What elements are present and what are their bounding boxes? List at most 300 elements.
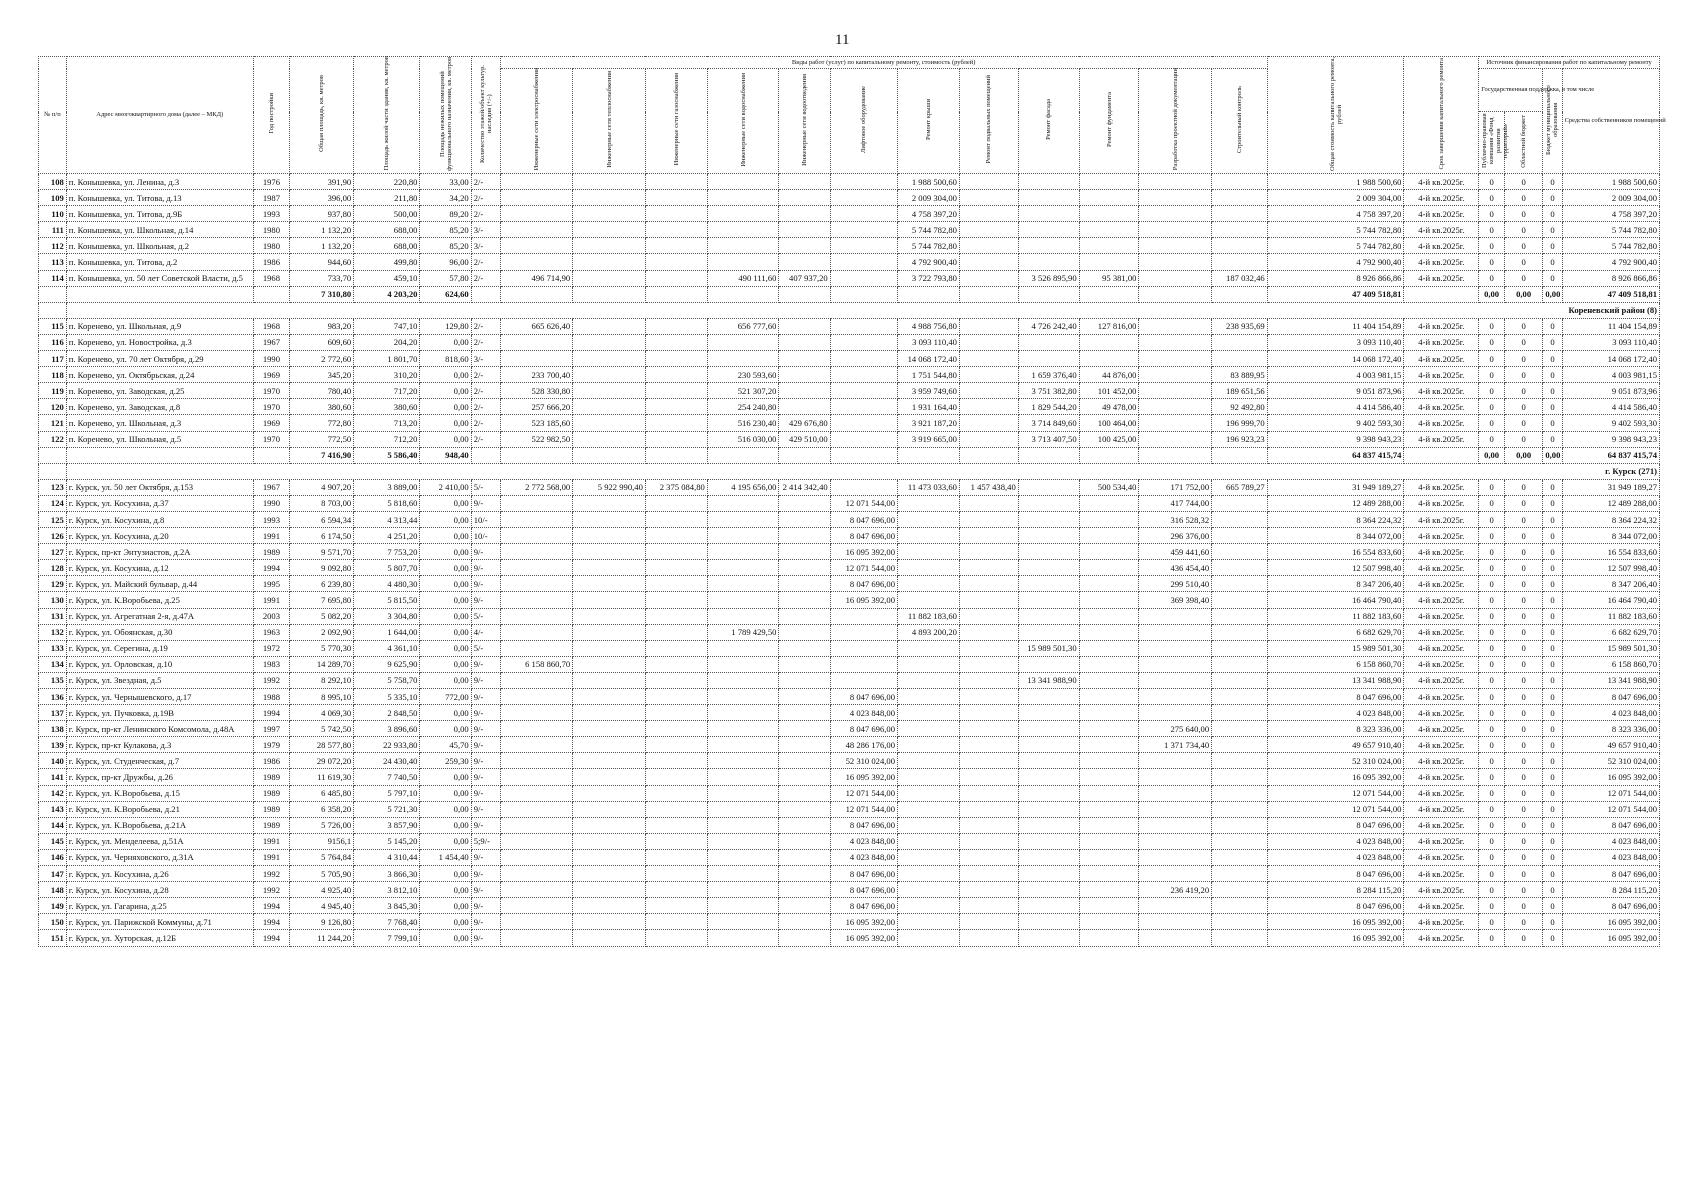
row-fund: 0 — [1479, 866, 1505, 882]
row-nonres-area: 57,80 — [420, 270, 471, 286]
row-work-cost — [1018, 576, 1079, 592]
row-total-area: 8 292,10 — [290, 672, 354, 688]
row-nonres-area: 2 410,00 — [420, 479, 471, 495]
row-work-cost — [573, 640, 646, 656]
row-work-cost: 12 071 544,00 — [830, 785, 897, 801]
row-work-cost — [573, 930, 646, 946]
row-living-area: 5 807,70 — [354, 560, 420, 576]
table-row — [39, 351, 1660, 367]
row-total-cost: 8 323 336,00 — [1267, 721, 1404, 737]
row-total-area: 5 705,90 — [290, 866, 354, 882]
row-nonres-area: 96,00 — [420, 254, 471, 270]
row-number: 116 — [39, 334, 67, 350]
row-work-cost — [707, 174, 779, 190]
row-work-cost — [1212, 817, 1268, 833]
row-total-area: 944,60 — [290, 254, 354, 270]
row-work-cost — [645, 914, 707, 930]
row-work-cost — [573, 495, 646, 511]
row-nonres-area: 0,00 — [420, 801, 471, 817]
row-regional: 0 — [1504, 753, 1542, 769]
row-term: 4-й кв.2025г. — [1404, 833, 1479, 849]
row-work-cost — [500, 576, 573, 592]
table-row — [39, 528, 1660, 544]
row-work-cost: 13 341 988,90 — [1018, 672, 1079, 688]
row-address: п. Коренево, ул. Новостройка, д.3 — [66, 334, 253, 350]
row-nonres-area: 0,00 — [420, 769, 471, 785]
row-total-area: 391,90 — [290, 174, 354, 190]
table-row — [39, 849, 1660, 865]
row-work-cost — [1018, 689, 1079, 705]
row-work-cost — [898, 528, 960, 544]
row-work-cost — [1212, 753, 1268, 769]
row-work-cost — [707, 560, 779, 576]
row-work-cost — [645, 351, 707, 367]
row-work-cost: 3 959 749,60 — [898, 383, 960, 399]
row-work-cost: 3 526 895,90 — [1018, 270, 1079, 286]
row-term: 4-й кв.2025г. — [1404, 511, 1479, 527]
row-work-cost — [573, 866, 646, 882]
row-regional: 0 — [1504, 174, 1542, 190]
row-work-cost — [1018, 705, 1079, 721]
table-row — [39, 399, 1660, 415]
row-work-cost: 4 893 200,20 — [898, 624, 960, 640]
row-term: 4-й кв.2025г. — [1404, 689, 1479, 705]
row-work-cost — [779, 656, 830, 672]
row-number: 142 — [39, 785, 67, 801]
row-work-cost — [959, 833, 1018, 849]
row-work-cost — [1212, 898, 1268, 914]
header-works-group: Виды работ (услуг) по капитальному ремонту, стоимость (рублей) — [500, 57, 1267, 69]
row-work-cost — [645, 898, 707, 914]
table-row — [39, 431, 1660, 447]
row-number: 126 — [39, 528, 67, 544]
row-work-cost: 2 772 568,00 — [500, 479, 573, 495]
row-term: 4-й кв.2025г. — [1404, 495, 1479, 511]
row-number: 118 — [39, 367, 67, 383]
row-floors: 10/- — [471, 511, 500, 527]
row-owners: 8 347 206,40 — [1562, 576, 1659, 592]
row-work-cost: 417 744,00 — [1139, 495, 1212, 511]
table-row — [39, 721, 1660, 737]
row-work-cost — [500, 672, 573, 688]
header-floors: Количество этажей/объект культур. наследия (+/-) — [478, 64, 493, 163]
row-number: 144 — [39, 817, 67, 833]
row-floors: 2/- — [471, 383, 500, 399]
subtotal-blank-cell — [1139, 286, 1212, 302]
row-work-cost: 16 095 392,00 — [830, 592, 897, 608]
row-work-cost — [779, 833, 830, 849]
row-year: 1991 — [253, 849, 289, 865]
row-address: г. Курск, ул. Агрегатная 2-я, д.47А — [66, 608, 253, 624]
subtotal-blank-cell — [645, 447, 707, 463]
row-address: п. Коренево, ул. Заводская, д.8 — [66, 399, 253, 415]
row-regional: 0 — [1504, 190, 1542, 206]
row-work-cost — [779, 238, 830, 254]
row-work-cost — [573, 608, 646, 624]
row-floors: 2/- — [471, 270, 500, 286]
row-municipal: 0 — [1543, 511, 1562, 527]
row-term: 4-й кв.2025г. — [1404, 351, 1479, 367]
row-fund: 0 — [1479, 801, 1505, 817]
row-work-cost — [959, 238, 1018, 254]
table-row — [39, 415, 1660, 431]
subtotal-blank-cell — [1212, 286, 1268, 302]
row-work-cost — [1018, 238, 1079, 254]
row-work-cost — [1212, 238, 1268, 254]
row-total-cost: 5 744 782,80 — [1267, 238, 1404, 254]
row-work-cost — [898, 849, 960, 865]
row-work-cost — [779, 737, 830, 753]
row-floors: 9/- — [471, 544, 500, 560]
row-work-cost — [959, 544, 1018, 560]
row-municipal: 0 — [1543, 174, 1562, 190]
row-municipal: 0 — [1543, 866, 1562, 882]
subtotal-row — [39, 447, 1660, 463]
row-total-cost: 8 047 696,00 — [1267, 898, 1404, 914]
row-work-cost — [1212, 640, 1268, 656]
row-regional: 0 — [1504, 238, 1542, 254]
row-nonres-area: 0,00 — [420, 785, 471, 801]
row-total-area: 9 126,80 — [290, 914, 354, 930]
row-work-cost — [707, 254, 779, 270]
row-number: 131 — [39, 608, 67, 624]
row-work-cost: 49 478,00 — [1079, 399, 1139, 415]
row-year: 1967 — [253, 334, 289, 350]
row-municipal: 0 — [1543, 270, 1562, 286]
row-work-cost — [779, 640, 830, 656]
table-row — [39, 640, 1660, 656]
row-total-area: 4 945,40 — [290, 898, 354, 914]
row-work-cost: 171 752,00 — [1139, 479, 1212, 495]
subtotal-blank-cell — [959, 447, 1018, 463]
row-work-cost — [1212, 511, 1268, 527]
row-nonres-area: 0,00 — [420, 367, 471, 383]
row-work-cost — [779, 721, 830, 737]
row-work-cost — [707, 833, 779, 849]
row-total-area: 609,60 — [290, 334, 354, 350]
row-work-cost: 16 095 392,00 — [830, 930, 897, 946]
row-work-cost: 4 758 397,20 — [898, 206, 960, 222]
row-fund: 0 — [1479, 833, 1505, 849]
row-work-cost — [830, 351, 897, 367]
row-work-cost — [779, 206, 830, 222]
subtotal-blank-cell — [253, 286, 289, 302]
row-living-area: 2 848,50 — [354, 705, 420, 721]
row-work-cost: 6 158 860,70 — [500, 656, 573, 672]
row-work-cost — [898, 882, 960, 898]
row-work-cost — [500, 608, 573, 624]
row-term: 4-й кв.2025г. — [1404, 576, 1479, 592]
row-owners: 8 344 072,00 — [1562, 528, 1659, 544]
row-work-cost: 2 375 084,80 — [645, 479, 707, 495]
row-work-cost — [1079, 254, 1139, 270]
row-work-cost — [500, 849, 573, 865]
row-work-cost — [500, 334, 573, 350]
row-work-cost — [1212, 914, 1268, 930]
row-work-cost: 236 419,20 — [1139, 882, 1212, 898]
row-work-cost — [707, 785, 779, 801]
row-work-cost — [779, 576, 830, 592]
row-living-area: 5 145,20 — [354, 833, 420, 849]
row-work-cost — [898, 801, 960, 817]
row-fund: 0 — [1479, 849, 1505, 865]
row-municipal: 0 — [1543, 399, 1562, 415]
row-municipal: 0 — [1543, 592, 1562, 608]
row-work-cost — [779, 334, 830, 350]
subtotal-municipal: 0,00 — [1543, 447, 1562, 463]
row-nonres-area: 0,00 — [420, 511, 471, 527]
row-total-area: 380,60 — [290, 399, 354, 415]
row-address: г. Курск, ул. Майский бульвар, д.44 — [66, 576, 253, 592]
row-work-cost — [573, 254, 646, 270]
row-work-cost — [645, 705, 707, 721]
row-nonres-area: 0,00 — [420, 431, 471, 447]
row-number: 148 — [39, 882, 67, 898]
table-row — [39, 705, 1660, 721]
row-work-cost — [959, 334, 1018, 350]
row-address: г. Курск, ул. Гагарина, д.25 — [66, 898, 253, 914]
row-regional: 0 — [1504, 608, 1542, 624]
row-work-cost: 299 510,40 — [1139, 576, 1212, 592]
row-owners: 9 402 593,30 — [1562, 415, 1659, 431]
row-work-cost — [500, 206, 573, 222]
row-work-cost — [1212, 930, 1268, 946]
row-living-area: 5 335,10 — [354, 689, 420, 705]
row-total-area: 937,80 — [290, 206, 354, 222]
row-work-cost — [779, 930, 830, 946]
row-term: 4-й кв.2025г. — [1404, 528, 1479, 544]
row-work-cost — [645, 689, 707, 705]
row-work-cost — [959, 672, 1018, 688]
row-term: 4-й кв.2025г. — [1404, 866, 1479, 882]
row-work-cost — [898, 914, 960, 930]
row-regional: 0 — [1504, 495, 1542, 511]
subtotal-row — [39, 286, 1660, 302]
row-work-cost — [500, 592, 573, 608]
row-floors: 5/- — [471, 479, 500, 495]
row-work-cost — [645, 367, 707, 383]
row-nonres-area: 0,00 — [420, 640, 471, 656]
row-fund: 0 — [1479, 415, 1505, 431]
row-work-cost — [707, 238, 779, 254]
row-work-cost: 665 789,27 — [1212, 479, 1268, 495]
row-fund: 0 — [1479, 914, 1505, 930]
row-work-cost — [830, 479, 897, 495]
row-total-cost: 16 095 392,00 — [1267, 930, 1404, 946]
table-row — [39, 318, 1660, 334]
row-work-cost — [1018, 592, 1079, 608]
row-work-cost: 521 307,20 — [707, 383, 779, 399]
row-nonres-area: 0,00 — [420, 817, 471, 833]
row-municipal: 0 — [1543, 528, 1562, 544]
row-owners: 49 657 910,40 — [1562, 737, 1659, 753]
row-term: 4-й кв.2025г. — [1404, 817, 1479, 833]
row-work-cost — [1139, 383, 1212, 399]
row-work-cost: 1 931 164,40 — [898, 399, 960, 415]
row-living-area: 4 251,20 — [354, 528, 420, 544]
row-work-cost — [1212, 351, 1268, 367]
row-work-cost — [959, 560, 1018, 576]
row-floors: 9/- — [471, 672, 500, 688]
row-work-cost — [707, 705, 779, 721]
row-work-cost — [1139, 238, 1212, 254]
row-municipal: 0 — [1543, 737, 1562, 753]
row-work-cost — [573, 270, 646, 286]
row-work-cost — [1212, 206, 1268, 222]
header-work-elevator: Лифтовое оборудование — [860, 85, 868, 154]
subtotal-blank-cell — [253, 447, 289, 463]
row-work-cost — [1139, 785, 1212, 801]
row-work-cost — [500, 190, 573, 206]
subtotal-blank-cell — [1139, 447, 1212, 463]
row-address: г. Курск, ул. Пучковка, д.19В — [66, 705, 253, 721]
table-row — [39, 495, 1660, 511]
row-work-cost — [1212, 769, 1268, 785]
row-term: 4-й кв.2025г. — [1404, 849, 1479, 865]
row-total-cost: 1 988 500,60 — [1267, 174, 1404, 190]
row-owners: 16 095 392,00 — [1562, 769, 1659, 785]
row-work-cost — [1139, 672, 1212, 688]
row-work-cost — [779, 222, 830, 238]
row-work-cost — [707, 882, 779, 898]
row-work-cost — [959, 254, 1018, 270]
header-term: Срок завершения капитального ремонта — [1437, 57, 1445, 170]
row-fund: 0 — [1479, 367, 1505, 383]
row-regional: 0 — [1504, 351, 1542, 367]
row-floors: 2/- — [471, 318, 500, 334]
row-work-cost — [573, 592, 646, 608]
row-living-area: 7 768,40 — [354, 914, 420, 930]
row-work-cost — [959, 721, 1018, 737]
row-work-cost — [573, 190, 646, 206]
row-work-cost — [645, 206, 707, 222]
row-living-area: 747,10 — [354, 318, 420, 334]
row-municipal: 0 — [1543, 495, 1562, 511]
row-work-cost — [707, 769, 779, 785]
row-work-cost — [1018, 254, 1079, 270]
row-owners: 14 068 172,40 — [1562, 351, 1659, 367]
row-floors: 9/- — [471, 656, 500, 672]
row-work-cost: 4 023 848,00 — [830, 833, 897, 849]
row-living-area: 1 801,70 — [354, 351, 420, 367]
subtotal-blank-cell — [500, 447, 573, 463]
row-work-cost: 407 937,20 — [779, 270, 830, 286]
row-work-cost: 83 889,95 — [1212, 367, 1268, 383]
row-total-area: 5 726,00 — [290, 817, 354, 833]
row-work-cost — [707, 672, 779, 688]
row-work-cost — [898, 930, 960, 946]
table-row — [39, 206, 1660, 222]
row-work-cost — [779, 817, 830, 833]
row-work-cost — [500, 640, 573, 656]
row-work-cost — [779, 399, 830, 415]
row-work-cost — [1018, 495, 1079, 511]
row-living-area: 500,00 — [354, 206, 420, 222]
row-work-cost — [1212, 737, 1268, 753]
table-row — [39, 238, 1660, 254]
row-total-cost: 2 009 304,00 — [1267, 190, 1404, 206]
row-total-cost: 14 068 172,40 — [1267, 351, 1404, 367]
row-work-cost — [959, 222, 1018, 238]
row-work-cost: 496 714,90 — [500, 270, 573, 286]
row-living-area: 3 304,80 — [354, 608, 420, 624]
row-owners: 12 071 544,00 — [1562, 801, 1659, 817]
row-municipal: 0 — [1543, 898, 1562, 914]
subtotal-blank-cell — [707, 447, 779, 463]
row-work-cost — [959, 866, 1018, 882]
row-living-area: 4 310,44 — [354, 849, 420, 865]
row-address: г. Курск, ул. Косухина, д.12 — [66, 560, 253, 576]
row-work-cost — [573, 528, 646, 544]
table-row — [39, 656, 1660, 672]
row-regional: 0 — [1504, 833, 1542, 849]
row-total-cost: 16 464 790,40 — [1267, 592, 1404, 608]
header-work-heating: Инженерные сети теплоснабжения — [605, 71, 613, 168]
header-work-water: Инженерные сети водоснабжения — [739, 72, 747, 167]
row-work-cost — [1079, 222, 1139, 238]
row-floors: 9/- — [471, 705, 500, 721]
row-term: 4-й кв.2025г. — [1404, 592, 1479, 608]
row-floors: 9/- — [471, 930, 500, 946]
row-year: 1990 — [253, 495, 289, 511]
row-number: 119 — [39, 383, 67, 399]
row-work-cost — [830, 431, 897, 447]
row-work-cost: 254 240,80 — [707, 399, 779, 415]
row-work-cost — [1079, 206, 1139, 222]
row-work-cost: 8 047 696,00 — [830, 576, 897, 592]
row-year: 1969 — [253, 415, 289, 431]
row-nonres-area: 0,00 — [420, 415, 471, 431]
row-total-cost: 12 071 544,00 — [1267, 801, 1404, 817]
row-work-cost — [1018, 190, 1079, 206]
row-total-area: 2 092,90 — [290, 624, 354, 640]
row-term: 4-й кв.2025г. — [1404, 705, 1479, 721]
row-work-cost — [1212, 254, 1268, 270]
subtotal-blank-cell — [500, 286, 573, 302]
row-regional: 0 — [1504, 576, 1542, 592]
subtotal-fund: 0,00 — [1479, 447, 1505, 463]
row-work-cost — [645, 592, 707, 608]
row-total-area: 5 770,30 — [290, 640, 354, 656]
row-fund: 0 — [1479, 190, 1505, 206]
row-work-cost — [645, 174, 707, 190]
row-year: 1997 — [253, 721, 289, 737]
row-nonres-area: 0,00 — [420, 399, 471, 415]
row-year: 1992 — [253, 866, 289, 882]
row-work-cost — [898, 721, 960, 737]
row-work-cost — [500, 689, 573, 705]
row-work-cost — [707, 898, 779, 914]
row-work-cost — [1212, 576, 1268, 592]
row-fund: 0 — [1479, 238, 1505, 254]
row-work-cost — [645, 238, 707, 254]
subtotal-blank-cell — [1079, 447, 1139, 463]
row-owners: 3 093 110,40 — [1562, 334, 1659, 350]
row-total-cost: 4 023 848,00 — [1267, 705, 1404, 721]
row-work-cost: 5 744 782,80 — [898, 222, 960, 238]
row-floors: 9/- — [471, 495, 500, 511]
row-work-cost — [645, 672, 707, 688]
row-regional: 0 — [1504, 672, 1542, 688]
row-fund: 0 — [1479, 592, 1505, 608]
row-work-cost — [645, 656, 707, 672]
row-nonres-area: 85,20 — [420, 222, 471, 238]
subtotal-blank-cell — [1404, 447, 1479, 463]
row-work-cost — [1212, 785, 1268, 801]
row-term: 4-й кв.2025г. — [1404, 930, 1479, 946]
row-fund: 0 — [1479, 882, 1505, 898]
row-work-cost — [707, 544, 779, 560]
